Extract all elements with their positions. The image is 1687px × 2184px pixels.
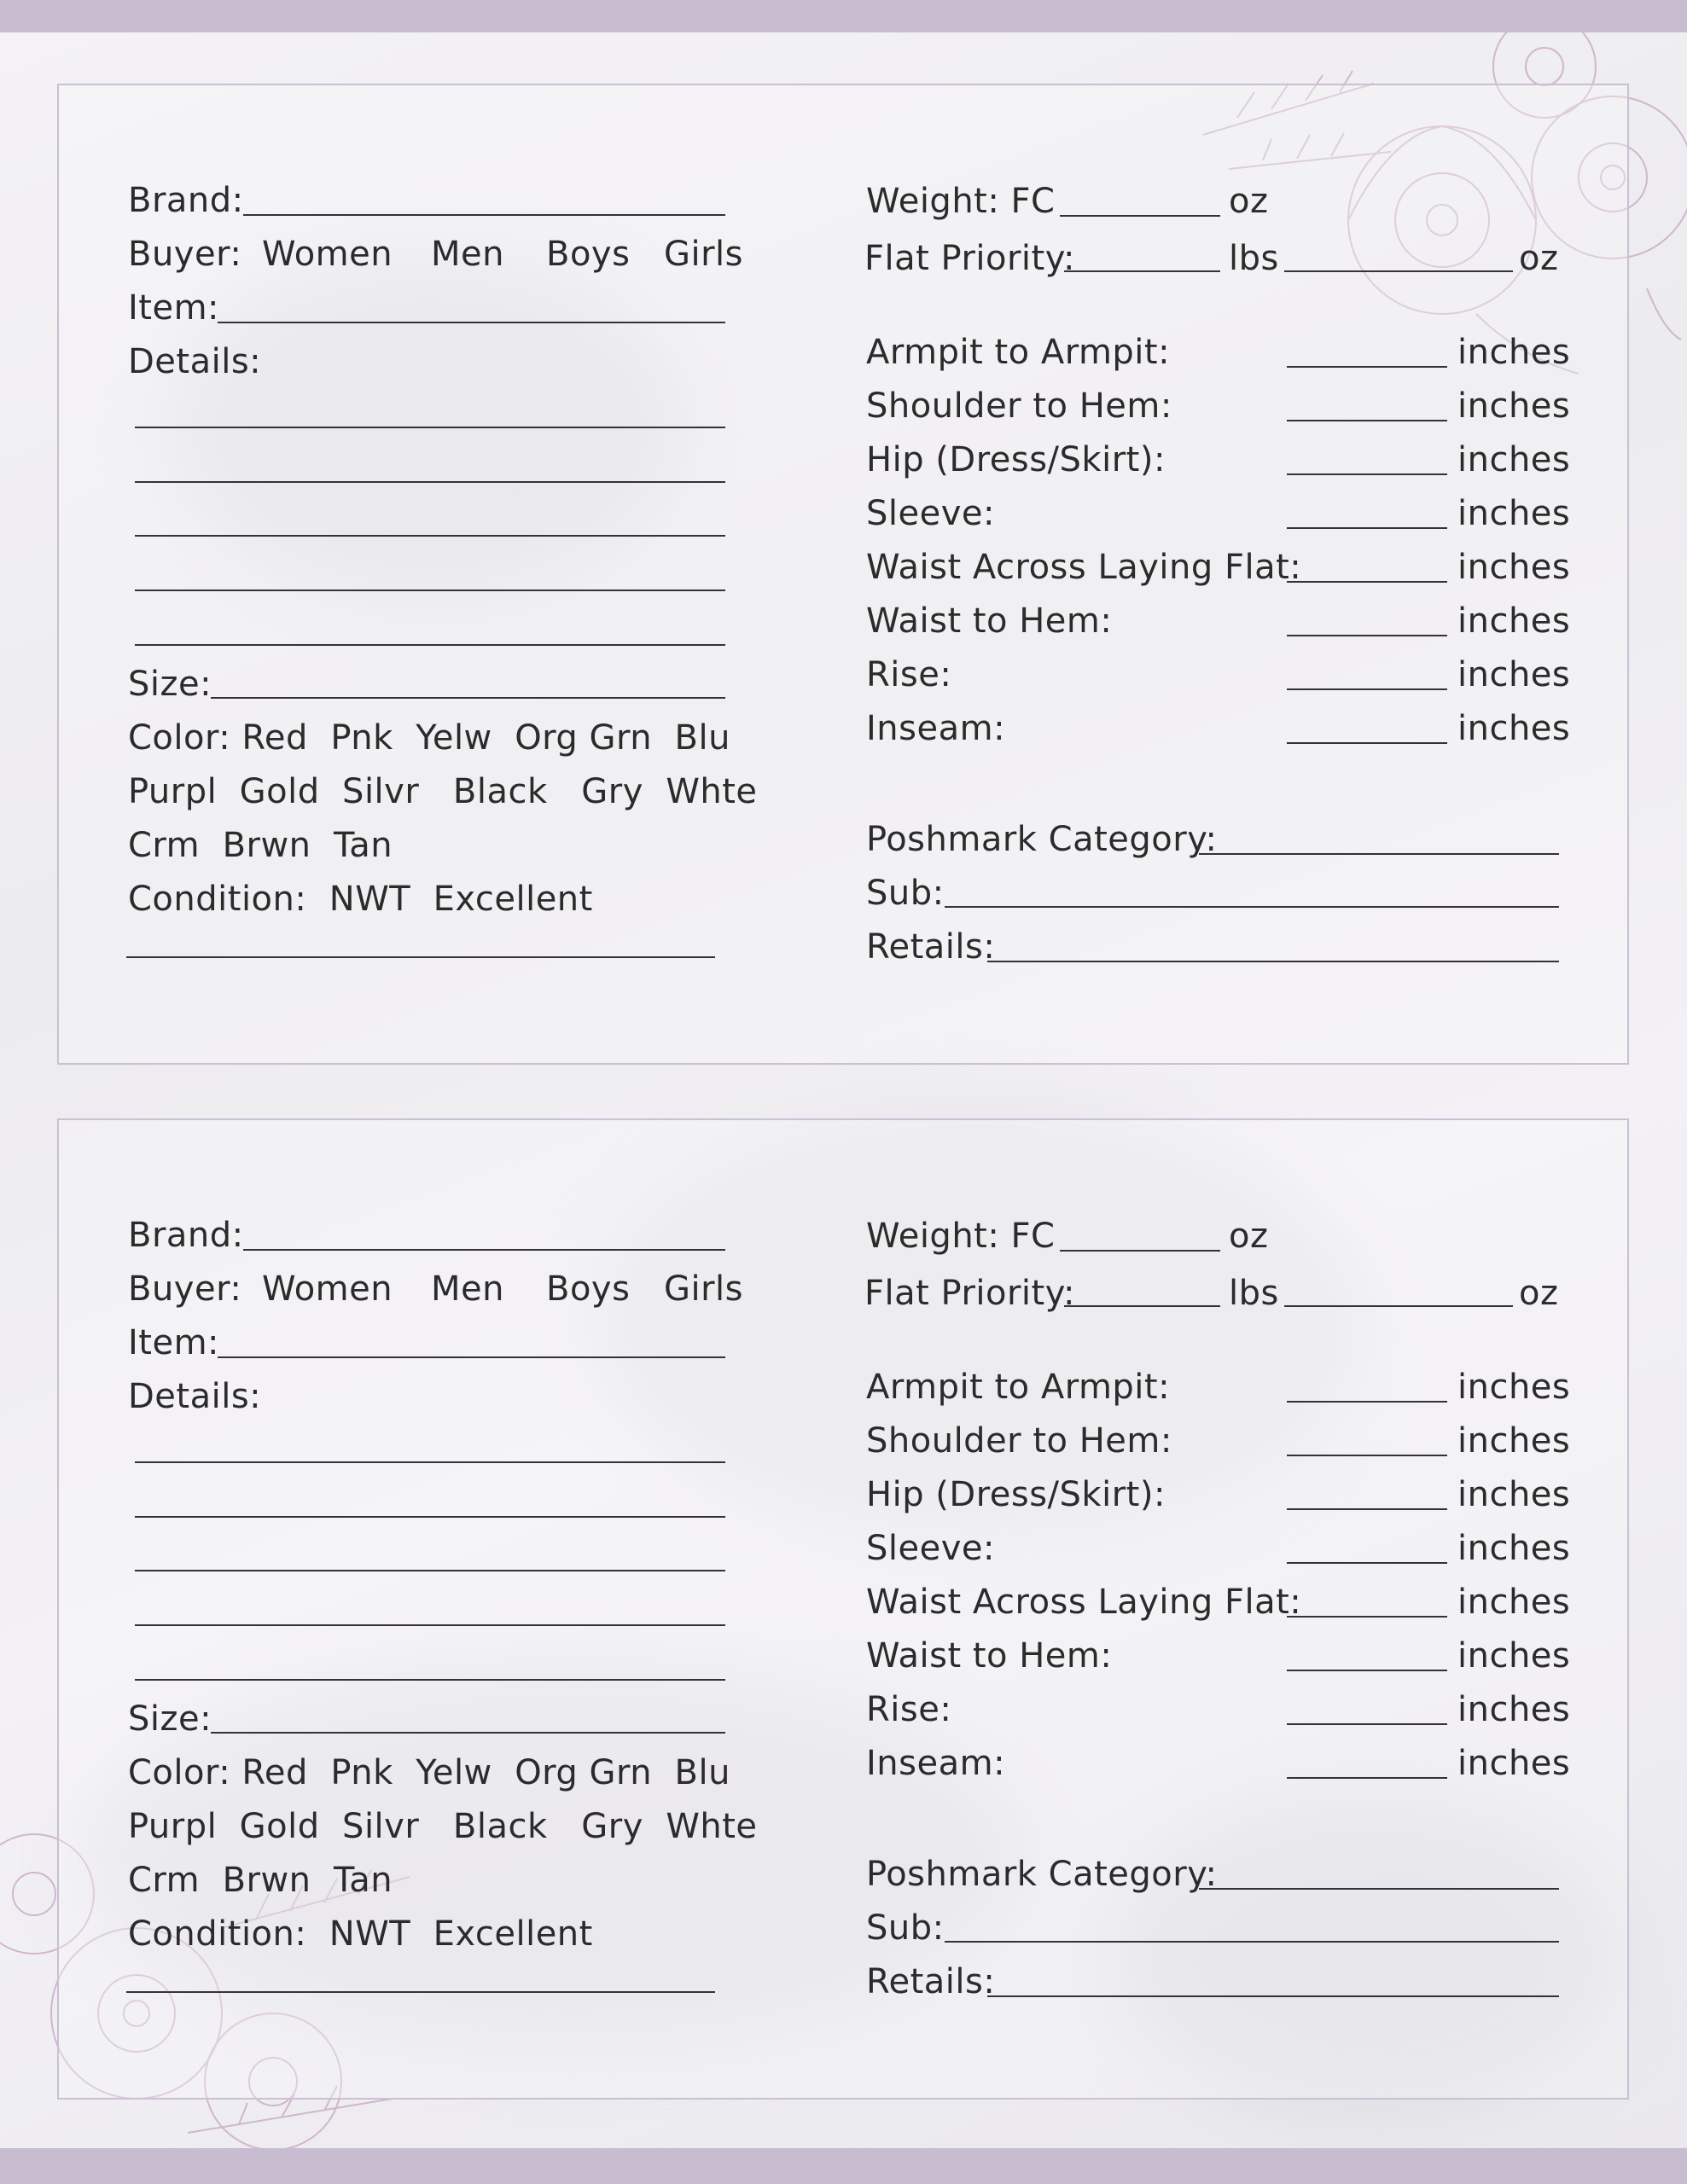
weight-fc-label: Weight: FC xyxy=(866,182,1056,221)
measurement-field[interactable] xyxy=(1287,1401,1447,1403)
poshmark-category-label: Poshmark Category: xyxy=(866,1855,1218,1894)
size-label: Size: xyxy=(128,665,212,704)
measurement-label: Armpit to Armpit: xyxy=(866,1368,1171,1407)
brand-label: Brand: xyxy=(128,181,244,220)
measurement-label: Sleeve: xyxy=(866,1529,995,1568)
details-field-line[interactable] xyxy=(135,1624,725,1626)
bottom-color-band xyxy=(0,2148,1687,2184)
brand-field[interactable] xyxy=(243,214,725,216)
flat-priority-label: Flat Priority: xyxy=(864,239,1075,278)
measurement-field[interactable] xyxy=(1287,1723,1447,1725)
retails-label: Retails: xyxy=(866,927,996,967)
details-field-line[interactable] xyxy=(135,1461,725,1463)
color-options-row-2: Purpl Gold Silvr Black Gry Whte xyxy=(128,1807,758,1846)
condition-label: Condition: NWT Excellent xyxy=(128,880,593,919)
size-label: Size: xyxy=(128,1699,212,1739)
color-options-row-3: Crm Brwn Tan xyxy=(128,826,393,865)
measurement-field[interactable] xyxy=(1287,1616,1447,1618)
sub-category-label: Sub: xyxy=(866,874,945,913)
condition-notes-field[interactable] xyxy=(126,956,715,958)
measurement-unit-inches: inches xyxy=(1457,1744,1571,1783)
buyer-option-men: Men xyxy=(431,1269,504,1309)
color-options-row-2: Purpl Gold Silvr Black Gry Whte xyxy=(128,772,758,811)
measurement-field[interactable] xyxy=(1287,1777,1447,1779)
details-field-line[interactable] xyxy=(135,644,725,646)
flat-priority-label: Flat Priority: xyxy=(864,1274,1075,1313)
measurement-unit-inches: inches xyxy=(1457,1636,1571,1676)
measurement-unit-inches: inches xyxy=(1457,1421,1571,1461)
measurement-label: Hip (Dress/Skirt): xyxy=(866,440,1166,479)
brand-field[interactable] xyxy=(243,1249,725,1251)
measurement-field[interactable] xyxy=(1287,635,1447,636)
details-field-line[interactable] xyxy=(135,1516,725,1518)
measurement-field[interactable] xyxy=(1287,581,1447,583)
details-field-line[interactable] xyxy=(135,590,725,591)
weight-unit-oz: oz xyxy=(1229,182,1269,221)
measurement-field[interactable] xyxy=(1287,1562,1447,1564)
measurement-field[interactable] xyxy=(1287,1670,1447,1671)
measurement-field[interactable] xyxy=(1287,366,1447,368)
flat-priority-oz-field[interactable] xyxy=(1284,270,1513,272)
measurement-label: Rise: xyxy=(866,655,952,694)
sub-category-label: Sub: xyxy=(866,1908,945,1948)
size-field[interactable] xyxy=(211,697,725,699)
color-options-row-3: Crm Brwn Tan xyxy=(128,1861,393,1900)
measurement-unit-inches: inches xyxy=(1457,333,1571,372)
measurement-label: Armpit to Armpit: xyxy=(866,333,1171,372)
buyer-option-boys: Boys xyxy=(546,235,631,274)
measurement-label: Sleeve: xyxy=(866,494,995,533)
measurement-label: Hip (Dress/Skirt): xyxy=(866,1475,1166,1514)
measurement-label: Waist Across Laying Flat: xyxy=(866,1583,1302,1622)
details-field-line[interactable] xyxy=(135,427,725,428)
buyer-label: Buyer: xyxy=(128,235,242,274)
weight-unit-oz: oz xyxy=(1229,1217,1269,1256)
measurement-unit-inches: inches xyxy=(1457,1529,1571,1568)
measurement-label: Waist to Hem: xyxy=(866,1636,1113,1676)
flat-priority-oz-field[interactable] xyxy=(1284,1305,1513,1307)
flat-priority-unit-lbs: lbs xyxy=(1229,1274,1279,1313)
details-field-line[interactable] xyxy=(135,481,725,483)
poshmark-category-field[interactable] xyxy=(1199,853,1559,855)
measurement-field[interactable] xyxy=(1287,420,1447,421)
weight-fc-field[interactable] xyxy=(1060,215,1220,217)
measurement-label: Waist to Hem: xyxy=(866,601,1113,641)
buyer-option-girls: Girls xyxy=(664,1269,744,1309)
measurement-unit-inches: inches xyxy=(1457,1475,1571,1514)
details-field-line[interactable] xyxy=(135,535,725,537)
weight-fc-field[interactable] xyxy=(1060,1250,1220,1252)
measurement-field[interactable] xyxy=(1287,527,1447,529)
retails-field[interactable] xyxy=(987,961,1559,962)
measurement-field[interactable] xyxy=(1287,1508,1447,1510)
measurement-unit-inches: inches xyxy=(1457,1583,1571,1622)
measurement-label: Rise: xyxy=(866,1690,952,1729)
sub-category-field[interactable] xyxy=(945,906,1559,908)
measurement-label: Shoulder to Hem: xyxy=(866,386,1172,426)
measurement-unit-inches: inches xyxy=(1457,386,1571,426)
measurement-unit-inches: inches xyxy=(1457,548,1571,587)
measurement-field[interactable] xyxy=(1287,1455,1447,1456)
color-options-row-1: Color: Red Pnk Yelw Org Grn Blu xyxy=(128,1753,730,1792)
item-label: Item: xyxy=(128,1323,220,1362)
measurement-unit-inches: inches xyxy=(1457,709,1571,748)
buyer-option-girls: Girls xyxy=(664,235,744,274)
color-options-row-1: Color: Red Pnk Yelw Org Grn Blu xyxy=(128,718,730,758)
measurement-unit-inches: inches xyxy=(1457,1368,1571,1407)
retails-field[interactable] xyxy=(987,1995,1559,1997)
details-field-line[interactable] xyxy=(135,1679,725,1681)
measurement-field[interactable] xyxy=(1287,742,1447,744)
details-label: Details: xyxy=(128,342,262,381)
sub-category-field[interactable] xyxy=(945,1941,1559,1943)
measurement-label: Waist Across Laying Flat: xyxy=(866,548,1302,587)
flat-priority-lbs-field[interactable] xyxy=(1064,1305,1220,1307)
retails-label: Retails: xyxy=(866,1962,996,2001)
details-label: Details: xyxy=(128,1377,262,1416)
flat-priority-lbs-field[interactable] xyxy=(1064,270,1220,272)
item-field[interactable] xyxy=(218,322,725,323)
measurement-unit-inches: inches xyxy=(1457,440,1571,479)
buyer-label: Buyer: xyxy=(128,1269,242,1309)
measurement-label: Inseam: xyxy=(866,1744,1006,1783)
buyer-option-women: Women xyxy=(262,1269,393,1309)
measurement-label: Inseam: xyxy=(866,709,1006,748)
buyer-option-women: Women xyxy=(262,235,393,274)
measurement-unit-inches: inches xyxy=(1457,494,1571,533)
flat-priority-unit-lbs: lbs xyxy=(1229,239,1279,278)
condition-notes-field[interactable] xyxy=(126,1991,715,1993)
flat-priority-unit-oz: oz xyxy=(1519,239,1559,278)
details-field-line[interactable] xyxy=(135,1570,725,1571)
size-field[interactable] xyxy=(211,1732,725,1734)
measurement-unit-inches: inches xyxy=(1457,1690,1571,1729)
measurement-field[interactable] xyxy=(1287,473,1447,475)
poshmark-category-label: Poshmark Category: xyxy=(866,820,1218,859)
measurement-unit-inches: inches xyxy=(1457,601,1571,641)
buyer-option-boys: Boys xyxy=(546,1269,631,1309)
item-label: Item: xyxy=(128,288,220,328)
brand-label: Brand: xyxy=(128,1216,244,1255)
top-color-band xyxy=(0,0,1687,32)
measurement-label: Shoulder to Hem: xyxy=(866,1421,1172,1461)
measurement-field[interactable] xyxy=(1287,688,1447,690)
weight-fc-label: Weight: FC xyxy=(866,1217,1056,1256)
condition-label: Condition: NWT Excellent xyxy=(128,1914,593,1954)
poshmark-category-field[interactable] xyxy=(1199,1888,1559,1890)
buyer-option-men: Men xyxy=(431,235,504,274)
item-field[interactable] xyxy=(218,1356,725,1358)
measurement-unit-inches: inches xyxy=(1457,655,1571,694)
flat-priority-unit-oz: oz xyxy=(1519,1274,1559,1313)
